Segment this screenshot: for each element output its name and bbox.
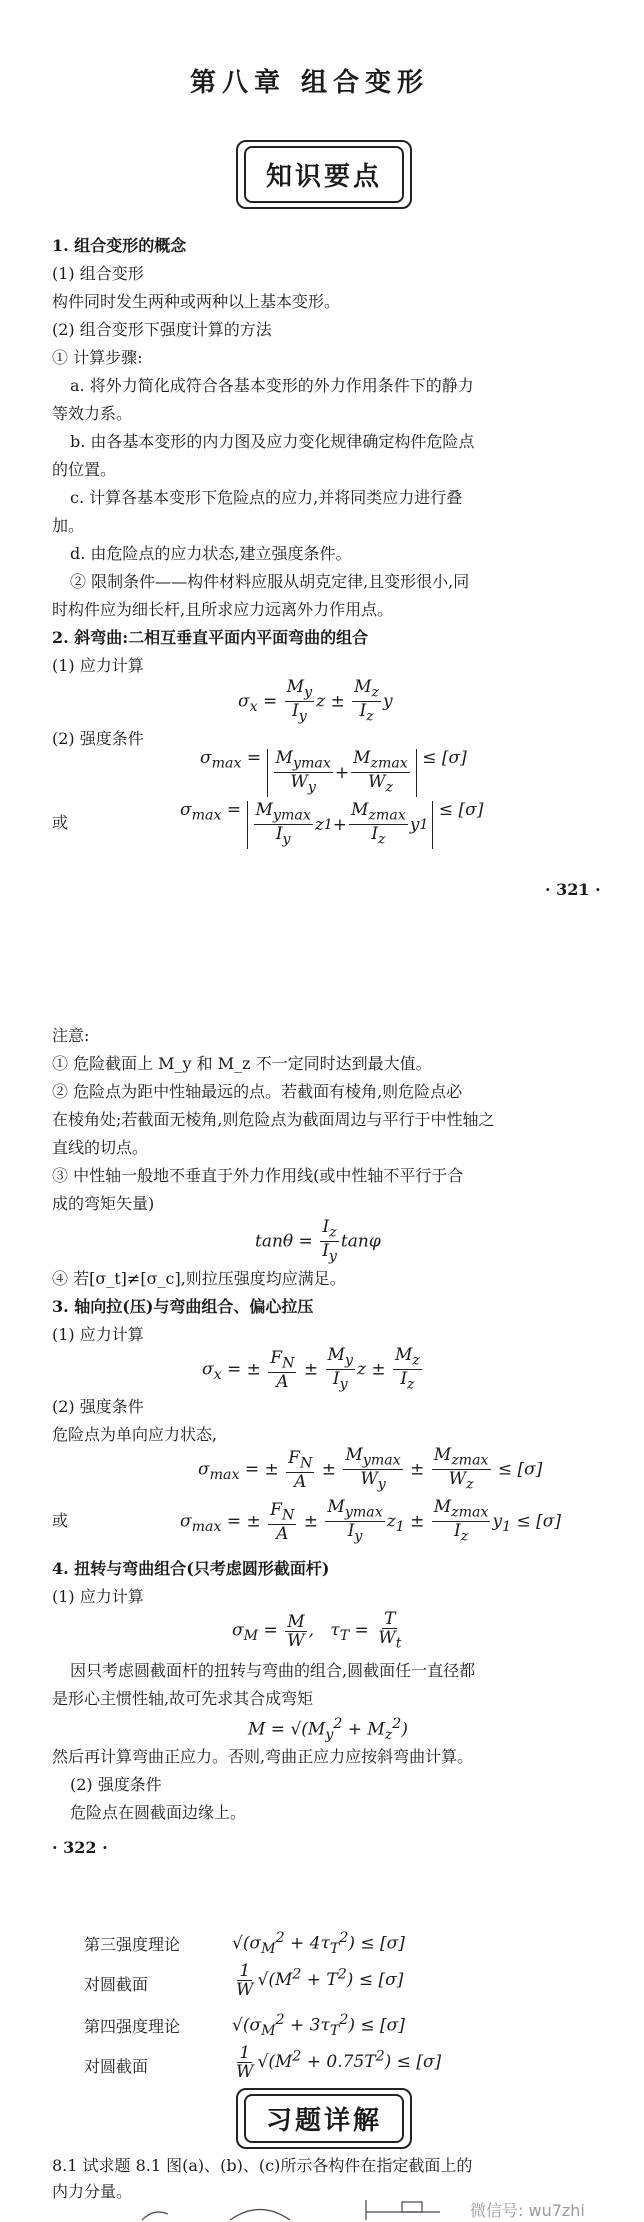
formula-axial-strength-1: $\sigma_{max}$ = ± $\frac{F_N}{A}$ ± $\frac{M_{ymax}}{W_y}$ ± $\frac{M_{zmax}}{W_z}$ ≤ [σ]	[198, 1445, 543, 1493]
formula-bending-stress: $\sigma_x$ = $\frac{M_y}{I_y}$ z ± $\frac{M_z}{I_z}$ y	[238, 677, 393, 725]
s3-or: 或	[52, 1511, 69, 1530]
s1-p1-text: 构件同时发生两种或两种以上基本变形。	[52, 292, 341, 311]
section-3-heading: 3. 轴向拉(压)与弯曲组合、偏心拉压	[52, 1297, 314, 1316]
section-2-heading: 2. 斜弯曲:二相互垂直平面内平面弯曲的组合	[52, 628, 369, 647]
theory-4-label: 第四强度理论	[84, 2017, 181, 2036]
formula-theory-4: $√(\sigma_M^2 + 3\tau_T^2) \le [\sigma]$	[232, 2012, 405, 2040]
section-banner-exercises	[236, 2088, 412, 2149]
s1-lim1: ② 限制条件——构件材料应服从胡克定律,且变形很小,同	[70, 572, 470, 591]
s1-lim2: 时构件应为细长杆,且所求应力远离外力作用点。	[52, 600, 394, 619]
formula-strength-2: $\sigma_{max}$ = $\frac{M_{ymax}}{I_y}$ z 1 + $\frac{M_{zmax}}{I_z}$ y 1 ≤ [σ]	[180, 800, 484, 848]
note-2a: ② 危险点为距中性轴最远的点。若截面有棱角,则危险点必	[52, 1082, 463, 1101]
section-4-heading: 4. 扭转与弯曲组合(只考虑圆形截面杆)	[52, 1559, 330, 1578]
theory-3-circular-label: 对圆截面	[84, 1975, 149, 1994]
s1-p2-head: (2) 组合变形下强度计算的方法	[52, 320, 272, 339]
s1-b1: b. 由各基本变形的内力图及应力变化规律确定构件危险点	[70, 432, 475, 451]
s2-p1: (1) 应力计算	[52, 656, 144, 675]
formula-theory-3-circular: $\frac{1}{W}$ $√(M^2 + T^2) \le [\sigma]$	[236, 1961, 404, 2000]
s2-p2: (2) 强度条件	[52, 729, 144, 748]
chapter-title: 第八章 组合变形	[190, 68, 430, 98]
formula-torsion-bending-stress: $\sigma_M$ = $\frac{M}{W}$ , $\tau_T$ = $\frac{T}{W_t}$	[232, 1609, 402, 1652]
formula-theory-3: $√(\sigma_M^2 + 4\tau_T^2) \le [\sigma]$	[232, 1930, 405, 1958]
exercise-8-1-line2: 内力分量。	[52, 2182, 133, 2201]
s4-p1: (1) 应力计算	[52, 1587, 144, 1606]
s3-p2: (2) 强度条件	[52, 1397, 144, 1416]
page-number-322: · 322 ·	[52, 1838, 108, 1857]
banner-label: 知识要点	[244, 146, 404, 203]
s1-c2: 加。	[52, 516, 85, 535]
s1-a1: a. 将外力简化成符合各基本变形的外力作用条件下的静力	[70, 376, 474, 395]
banner-label: 习题详解	[244, 2094, 404, 2143]
s4-t3: 然后再计算弯曲正应力。否则,弯曲正应力应按斜弯曲计算。	[52, 1747, 474, 1766]
section-banner-knowledge	[236, 140, 412, 209]
s4-p2: (2) 强度条件	[70, 1775, 162, 1794]
s3-p1: (1) 应力计算	[52, 1325, 144, 1344]
s4-t1: 因只考虑圆截面杆的扭转与弯曲的组合,圆截面任一直径都	[70, 1661, 476, 1680]
s1-step-head: ① 计算步骤:	[52, 348, 143, 367]
formula-theory-4-circular: $\frac{1}{W}$ $√(M^2 + 0.75T^2) \le [\sigma]$	[236, 2043, 442, 2082]
formula-axial-strength-2: $\sigma_{max}$ = ± $\frac{F_N}{A}$ ± $\frac{M_{ymax}}{I_y}$ $z_1$ ± $\frac{M_{zmax}}{I_z}$ $y_1 \le [\sigma]$	[180, 1497, 562, 1545]
note-2c: 直线的切点。	[52, 1138, 149, 1157]
page-number-321: · 321 ·	[545, 880, 601, 899]
note-4: ④ 若[σ_t]≠[σ_c],则拉压强度均应满足。	[52, 1269, 346, 1288]
exercise-8-1-line1: 8.1 试求题 8.1 图(a)、(b)、(c)所示各构件在指定截面上的	[52, 2156, 473, 2175]
note-3b: 成的弯矩矢量)	[52, 1194, 155, 1213]
note-3a: ③ 中性轴一般地不垂直于外力作用线(或中性轴不平行于合	[52, 1166, 464, 1185]
s1-c1: c. 计算各基本变形下危险点的应力,并将同类应力进行叠	[70, 488, 463, 507]
s4-t4: 危险点在圆截面边缘上。	[70, 1803, 247, 1822]
formula-strength-1: $\sigma_{max}$ = $\frac{M_{ymax}}{W_y}$ + $\frac{M_{zmax}}{W_z}$ ≤ [σ]	[200, 748, 467, 796]
formula-resultant-moment: $M = √(M_y^2 + M_z^2)$	[248, 1716, 408, 1744]
section-1-heading: 1. 组合变形的概念	[52, 236, 187, 255]
notes-head: 注意:	[52, 1026, 90, 1045]
note-1: ① 危险截面上 M_y 和 M_z 不一定同时达到最大值。	[52, 1054, 432, 1073]
formula-axial-bending-stress: $\sigma_x$ = ± $\frac{F_N}{A}$ ± $\frac{M_y}{I_y}$ z ± $\frac{M_z}{I_z}$	[202, 1345, 420, 1393]
theory-4-circular-label: 对圆截面	[84, 2057, 149, 2076]
s2-or: 或	[52, 813, 69, 832]
s1-a2: 等效力系。	[52, 404, 133, 423]
note-2b: 在棱角处;若截面无棱角,则危险点为截面周边与平行于中性轴之	[52, 1110, 495, 1129]
exercise-figure-fragment	[140, 2198, 500, 2222]
s3-danger: 危险点为单向应力状态,	[52, 1425, 218, 1444]
watermark: 微信号: wu7zhi	[470, 2201, 585, 2220]
s1-b2: 的位置。	[52, 460, 117, 479]
s1-d1: d. 由危险点的应力状态,建立强度条件。	[70, 544, 352, 563]
s1-p1-head: (1) 组合变形	[52, 264, 144, 283]
formula-tan-theta: tanθ = $\frac{I_z}{I_y}$ tanφ	[255, 1217, 381, 1265]
theory-3-label: 第三强度理论	[84, 1935, 181, 1954]
s4-t2: 是形心主惯性轴,故可先求其合成弯矩	[52, 1689, 314, 1708]
